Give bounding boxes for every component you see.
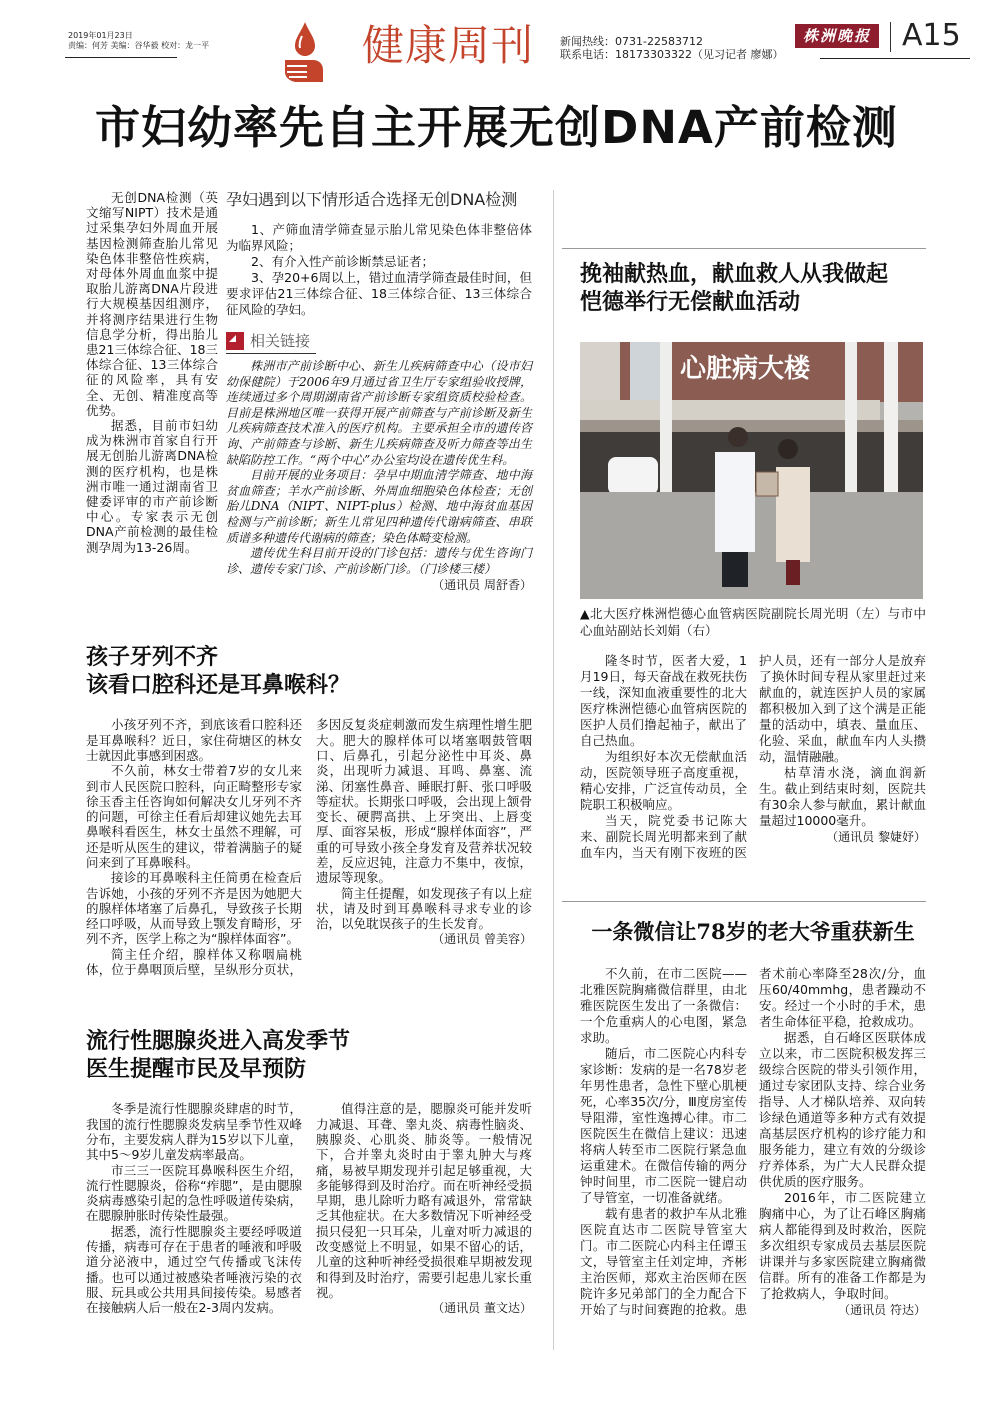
wechat-article-headline: 一条微信让78岁的老大爷重获新生 xyxy=(591,919,915,944)
paragraph: 据悉，流行性腮腺炎主要经呼吸道传播，病毒可存在于患者的唾液和呼吸道分泌液中，通过空气传播或飞沫传播。也可以通过被感染者唾液污染的衣服、玩具或公共用具间接传染。易感者在接触病人后一般在2-3周内发病。 xyxy=(86,1223,302,1316)
contact-info xyxy=(560,35,783,61)
paragraph: 据悉，自石峰区医联体成立以来，市二医院积极发挥三级综合医院的带头引领作用，通过专家团队支持、综合业务指导、人才梯队培养、双向转诊绿色通道等多种方式有效提高基层医疗机构的诊疗能力和服务能力，建立有效的分级诊疗养体系，为广大人民群众提供优质的医疗服务。 xyxy=(759,1030,926,1189)
header-rule-right xyxy=(820,58,970,59)
paragraph: 当天，院党委书记陈大来、副院长周光明都来到了献血车内，当天有刚下夜班的医护人员，还有一部分人是放弃了换休时间专程从家里赶过来献血的，就连医护人员的家属都积极加入到了这个满是正能量的活动中，填表、量血压、化验、采血，献血车内人头攒动，温情融融。 xyxy=(580,653,926,860)
paragraph: 市三三一医院耳鼻喉科医生介绍，流行性腮腺炎，俗称“痄腮”，是由腮腺炎病毒感染引起的急性呼吸道传染病，在腮腺肿胀时传染性最强。 xyxy=(86,1162,302,1224)
condition-item: 2、有介入性产前诊断禁忌证者； xyxy=(251,254,434,269)
related-links-text xyxy=(226,359,532,577)
page-number: A15 xyxy=(902,18,961,53)
paragraph: 无创DNA检测（英文缩写NIPT）技术是通过采集孕妇外周血开展基因检测筛查胎儿常见染色体非整倍性疾病，对母体外周血血浆中提取胎儿游离DNA片段进行大规模基因组测序，并将测序结果进行生物信息学分析，得出胎儿患21三体综合征、18三体综合征、13三体综合征的风险率，具有安全、无创、精准度高等优势。 xyxy=(86,190,218,418)
paragraph: 2016年，市二医院建立胸痛中心，为了让石峰区胸痛病人都能得到及时救治，医院多次组织专家成员去基层医院讲课并与多家医院建立胸痛微信群。所有的准备工作都是为了抢救病人，争取时间。 xyxy=(759,1190,926,1301)
byline: （通讯员 符达） xyxy=(838,1303,926,1317)
news-hotline: 新闻热线：0731-22583712 xyxy=(560,35,703,48)
arrow-icon xyxy=(226,332,244,350)
byline: （通讯员 曾美容） xyxy=(432,932,532,947)
condition-item: 1、产筛血清学筛查显示胎儿常见染色体非整倍体为临界风险； xyxy=(226,222,532,253)
headline-line: 医生提醒市民及早预防 xyxy=(86,1056,307,1083)
newspaper-logo: 株洲晚报 xyxy=(795,24,879,48)
condition-item: 3、孕20+6周以上，错过血清学筛查最佳时间，但要求评估21三体综合征、18三体综合征、13三体综合征风险的孕妇。 xyxy=(226,270,532,317)
main-headline: 市妇幼率先自主开展无创DNA产前检测 xyxy=(95,101,898,154)
byline: （通讯员 董文达） xyxy=(432,1301,532,1316)
masthead-info xyxy=(68,31,209,51)
paragraph: 接诊的耳鼻喉科主任简勇在检查后告诉她，小孩的牙列不齐是因为她肥大的腺样体堵塞了后鼻孔，导致孩子长期经口呼吸，从而导致上颚发育畸形，牙列不齐，医学上称之为“腺样体面容”。 xyxy=(86,870,302,947)
blood-drop-hand-icon xyxy=(283,20,327,82)
paragraph: 遗传优生科目前开设的门诊包括：遗传与优生咨询门诊、遗传专家门诊、产前诊断门诊。（门诊楼三楼） xyxy=(226,546,532,576)
paragraph: 冬季是流行性腮腺炎肆虐的时节，我国的流行性腮腺炎发病呈季节性双峰分布，主要发病人群为15岁以下儿童，其中5～9岁儿童发病率最高。 xyxy=(86,1101,302,1163)
paragraph: 目前开展的业务项目：孕早中期血清学筛查、地中海贫血筛查；羊水产前诊断、外周血细胞染色体检查；无创胎儿DNA（NIPT、NIPT-plus）检测、地中海贫血基因检测与产前诊断；新生儿常见四种遗传代谢病筛查、串联质谱多种遗传代谢病的筛查；染色体畸变检测。 xyxy=(226,468,532,545)
mumps-article-headline xyxy=(86,1027,532,1083)
paragraph: 为组织好本次无偿献血活动，医院领导班子高度重视，精心安排，广泛宣传动员，全院职工积极响应。 xyxy=(580,749,747,812)
related-links-tag xyxy=(226,330,316,354)
paragraph: 不久前，林女士带着7岁的女儿来到市人民医院口腔科，向正畸整形专家徐玉香主任咨询如何解决女儿牙列不齐的问题，可徐主任看后却建议她先去耳鼻喉科看医生，林女士虽然不理解，可还是听从医生的建议，带着满脑子的疑问来到了耳鼻喉科。 xyxy=(86,763,302,870)
headline-line: 挽袖献热血，献血救人从我做起 xyxy=(580,261,889,287)
paragraph: 枯草清水浇，滴血润新生。截止到结束时刻，医院共有30余人参与献血，累计献血量超过10000毫升。 xyxy=(759,765,926,828)
section-rule xyxy=(562,901,926,902)
paragraph: 小孩牙列不齐，到底该看口腔科还是耳鼻喉科？近日，家住荷塘区的林女士就因此事感到困惑。 xyxy=(86,717,302,763)
paragraph: 据悉，目前市妇幼成为株洲市首家自行开展无创胎儿游离DNA检测的医疗机构，也是株洲市唯一通过湖南省卫健委评审的市产前诊断中心。专家表示无创DNA产前检测的最佳检测孕周为13-26周。 xyxy=(86,418,218,555)
dna-article xyxy=(86,190,532,593)
blood-article-body xyxy=(580,653,926,861)
related-links-label: 相关链接 xyxy=(250,332,311,350)
building-sign: 心脏病大楼 xyxy=(680,354,811,384)
dna-article-intro xyxy=(86,190,218,555)
paragraph: 简主任提醒，如发现孩子有以上症状，请及时到耳鼻喉科寻求专业的诊治，以免耽误孩子的生长发育。 xyxy=(316,885,532,932)
left-half xyxy=(86,190,532,1316)
paragraph: 值得注意的是，腮腺炎可能并发听力减退、耳聋、睾丸炎、病毒性脑炎、胰腺炎、心肌炎、肺炎等。一般情况下，合并睾丸炎时由于睾丸肿大与疼痛，易被早期发现并引起足够重视，大多能够得到及时治疗。而在听神经受损早期，患儿除听力略有减退外，常常缺乏其他症状。在大多数情况下听神经受损只侵犯一只耳朵，儿童对听力减退的改变感觉上不明显，如果不留心的话，儿童的这种听神经受损很难早期被发现和得到及时治疗，需要引起患儿家长重视。 xyxy=(316,1101,532,1300)
issue-date: 2019年01月23日 xyxy=(68,31,133,40)
blood-article-headline xyxy=(580,260,926,316)
paragraph: 简主任介绍，腺样体又称咽扁桃体，位于鼻咽顶后壁，呈纵形分页状，多因反复炎症刺激而发生病理性增生肥大。肥大的腺样体可以堵塞咽鼓管咽口、后鼻孔，引起分泌性中耳炎、鼻炎，出现听力减退、耳鸣、鼻塞、流涕、闭塞性鼻音、睡眠打鼾、张口呼吸等症状。长期张口呼吸，会出现上颔骨变长、硬腭高拱、上牙突出、上唇变厚、面容呆板，形成“腺样体面容”，严重的可导致小孩全身发育及营养状况较差，反应迟钝，注意力不集中，夜惊，遗尿等现象。 xyxy=(86,717,532,978)
teeth-article-headline xyxy=(86,643,532,699)
section-rule xyxy=(562,248,926,249)
headline-line: 孩子牙列不齐 xyxy=(86,644,219,671)
byline: （通讯员 黎婕妤） xyxy=(826,830,926,844)
dna-article-main xyxy=(226,190,532,593)
contact-phone: 联系电话：18173303322（见习记者 廖娜） xyxy=(560,48,784,61)
paragraph: 随后，市二医院心内科专家诊断：发病的是一名78岁老年男性患者，急性下壁心肌梗死，心率35次/分，Ⅲ度房室传导阻滞，室性逸搏心律。市二医院医生在微信上建议：迅速将病人转至市二医院行紧急血运重建术。在微信传输的两分钟时间里，市二医院一键启动了导管室，一切准备就绪。 xyxy=(580,1046,747,1205)
conditions-list xyxy=(226,222,532,318)
blood-donation-photo xyxy=(580,342,923,599)
editors-line: 责编：何芳 美编：谷华毅 校对：龙一平 xyxy=(68,41,210,50)
photo-caption: ▲北大医疗株洲恺德心血管病医院副院长周光明（左）与市中心血站副站长刘娟（右） xyxy=(580,606,926,638)
dna-subtitle: 孕妇遇到以下情形适合选择无创DNA检测 xyxy=(226,190,518,209)
column-divider xyxy=(553,190,554,1350)
headline-line: 该看口腔科还是耳鼻喉科？ xyxy=(86,672,351,699)
teeth-article-body xyxy=(86,717,532,977)
paragraph: 隆冬时节，医者大爱，1月19日，每天奋战在救死扶伤一线，深知血液重要性的北大医疗株洲恺德心血管病医院的医护人员们撸起袖子，献出了自己热血。 xyxy=(580,653,747,748)
headline-line: 流行性腮腺炎进入高发季节 xyxy=(86,1028,351,1055)
header-rule-left xyxy=(65,57,177,58)
paragraph: 不久前，在市二医院——北雅医院胸痛微信群里，由北雅医院医生发出了一条微信：一个危重病人的心电图，紧急求助。 xyxy=(580,966,747,1045)
section-title: 健康周刊 xyxy=(362,21,535,70)
paragraph: 载有患者的救护车从北雅医院直达市二医院导管室大门。市二医院心内科主任谭玉文，导管室主任刘定坤，齐彬主治医师，郑欢主治医师在医院许多兄弟部门的全力配合下开始了与时间赛跑的抢救。患者术前心率降至28次/分，血压60/40mmhg，患者躁动不安。经过一个小时的手术，患者生命体征平稳，抢救成功。 xyxy=(580,966,926,1317)
paragraph: 株洲市产前诊断中心、新生儿疾病筛查中心（设市妇幼保健院）于2006年9月通过省卫生厅专家组验收授牌，连续通过多个周期湖南省产前诊断专家组资质校验检查。目前是株洲地区唯一获得开展产前筛查与产前诊断及新生儿疾病筛查技术准入的医疗机构。主要承担全市的遗传咨询、产前筛查与诊断、新生儿疾病筛查及听力筛查等出生缺陷防控工作。“两个中心”办公室均设在遗传优生科。 xyxy=(226,359,532,467)
byline: （通讯员 周舒香） xyxy=(432,578,532,593)
right-half xyxy=(580,248,926,1318)
mumps-article-body xyxy=(86,1101,532,1316)
wechat-article-body xyxy=(580,966,926,1318)
header-divider xyxy=(890,22,891,52)
headline-line: 恺德举行无偿献血活动 xyxy=(580,289,801,315)
